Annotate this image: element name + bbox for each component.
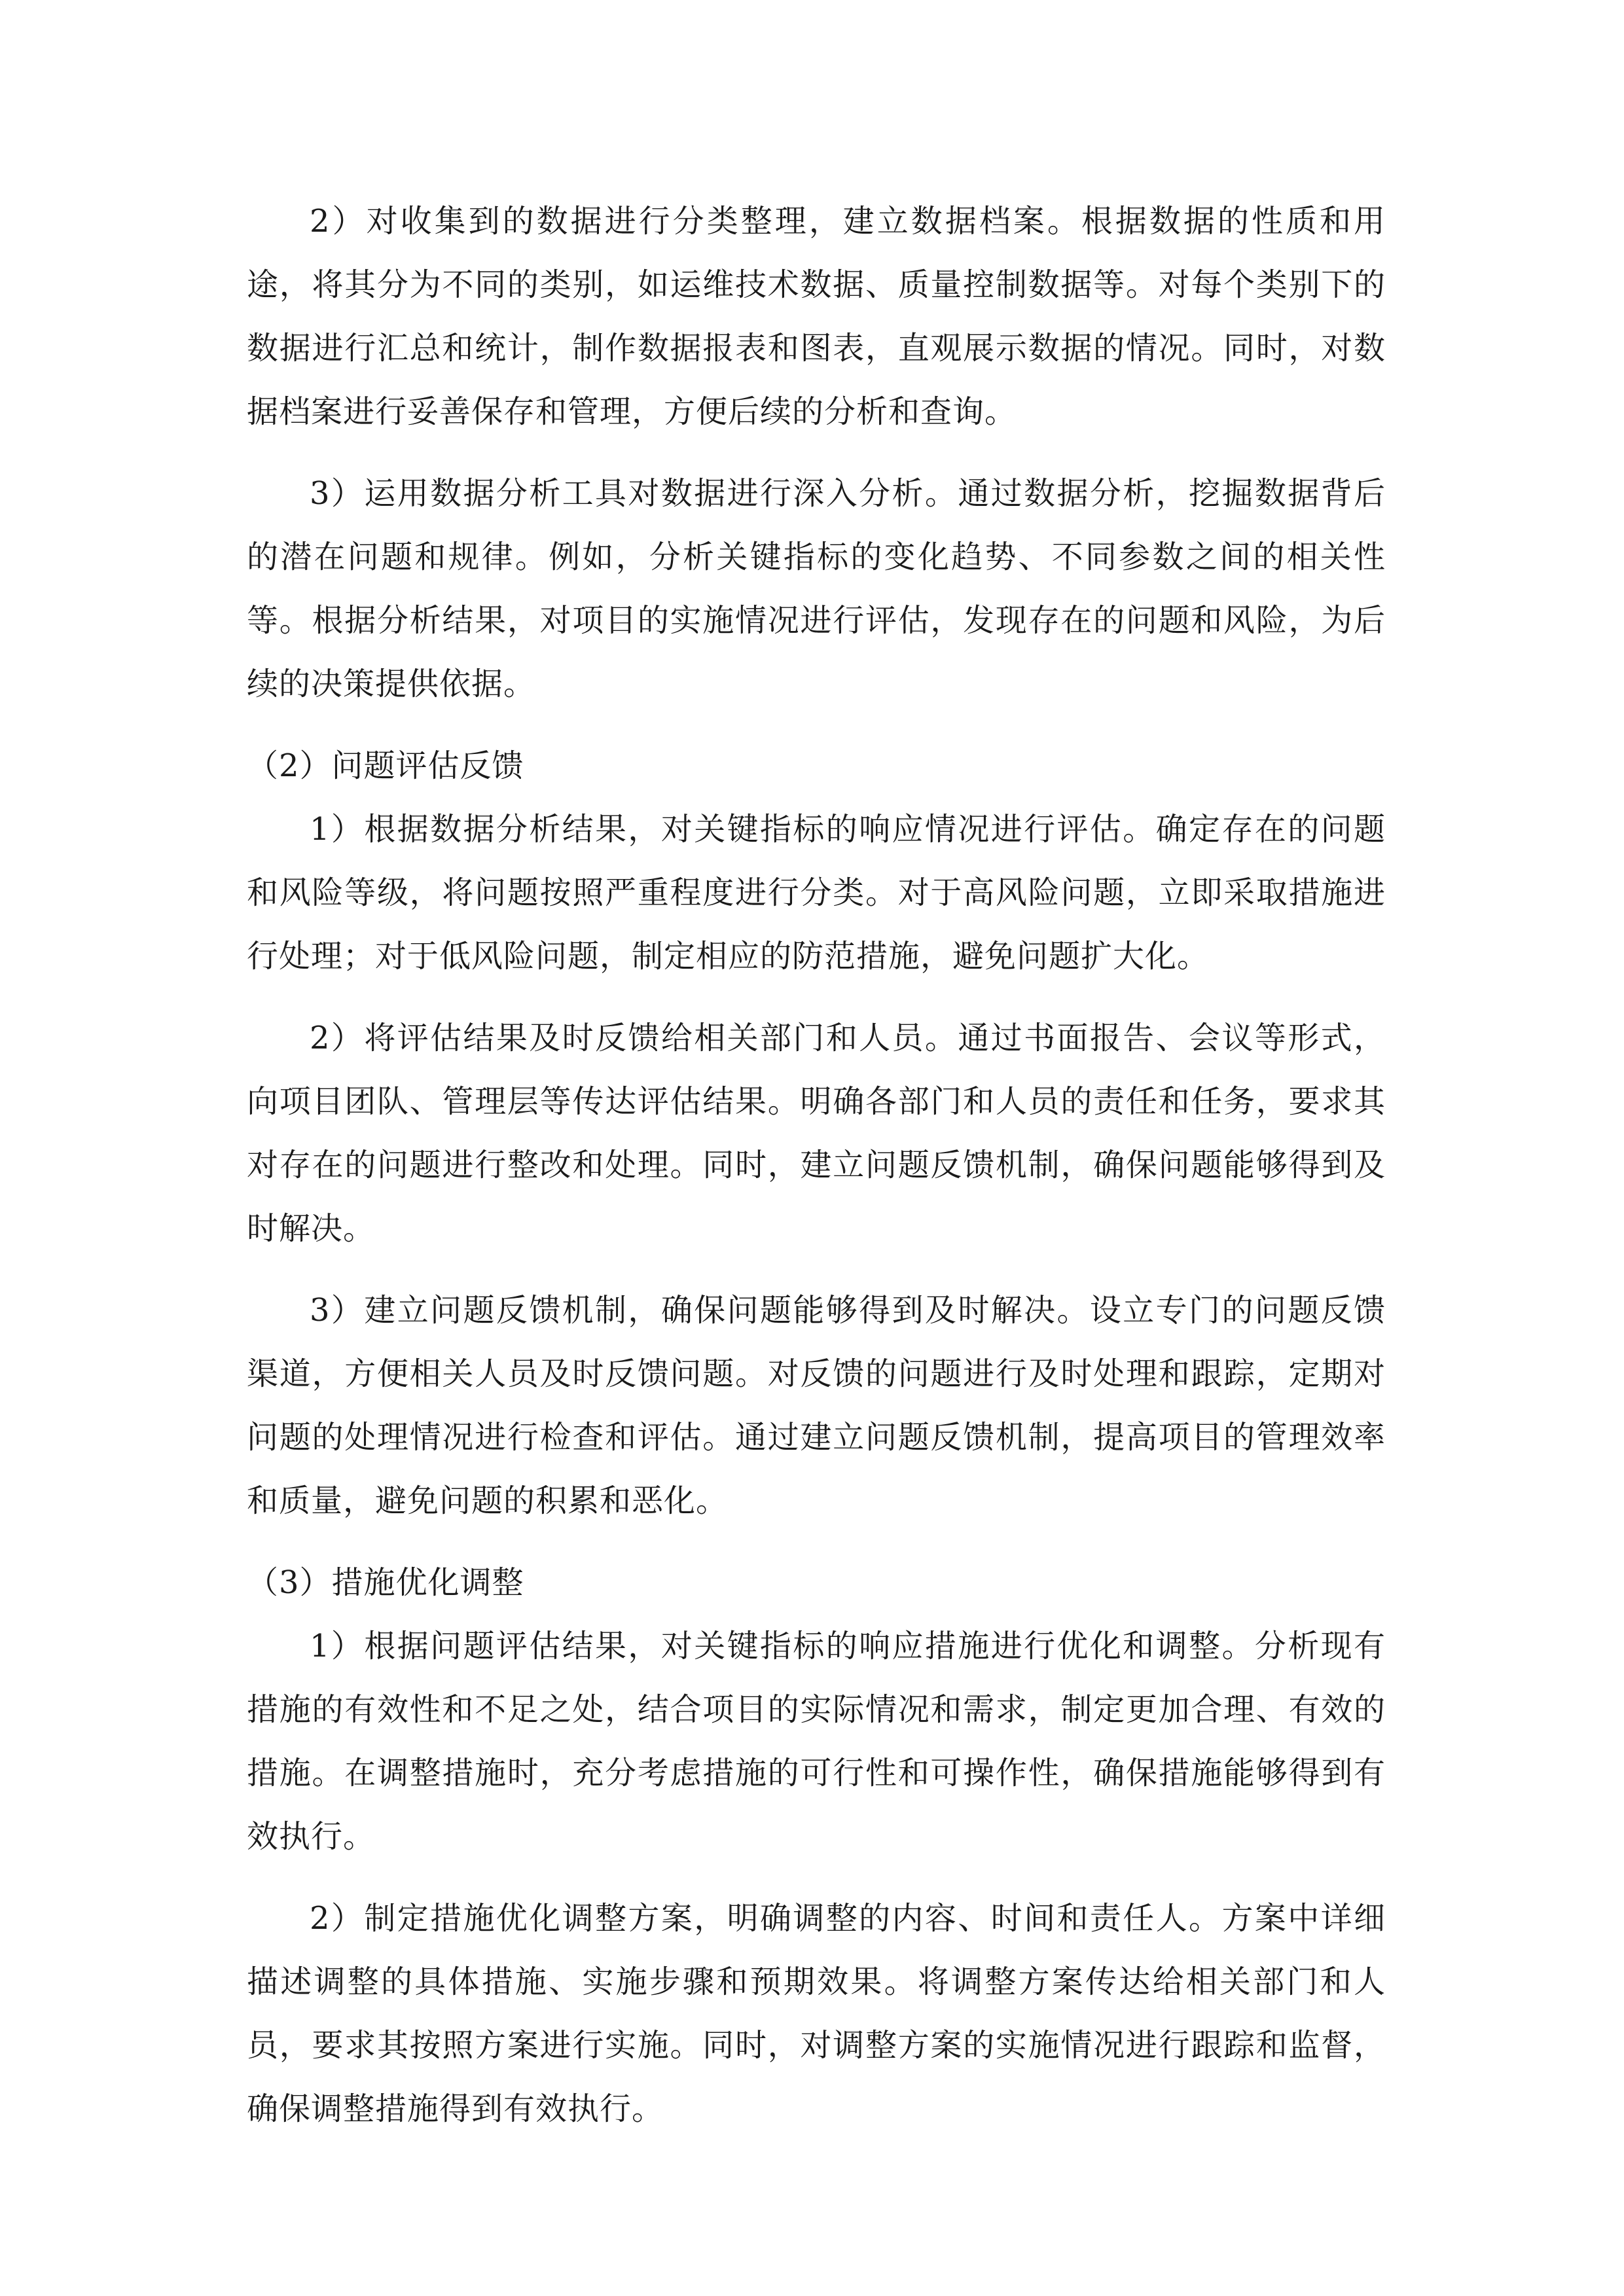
paragraph-adjustment-plan: 2）制定措施优化调整方案，明确调整的内容、时间和责任人。方案中详细描述调整的具体措施、实施步骤和预期效果。将调整方案传达给相关部门和人员，要求其按照方案进行实施。同时，对调整方案的实施情况进行跟踪和监督，确保调整措施得到有效执行。 [247,1900,1386,2127]
paragraph-feedback-results: 2）将评估结果及时反馈给相关部门和人员。通过书面报告、会议等形式，向项目团队、管理层等传达评估结果。明确各部门和人员的责任和任务，要求其对存在的问题进行整改和处理。同时，建立问题反馈机制，确保问题能够得到及时解决。 [247,1020,1386,1247]
section-heading-measure-optimization: （3）措施优化调整 [247,1564,524,1601]
paragraph-data-analysis: 3）运用数据分析工具对数据进行深入分析。通过数据分析，挖掘数据背后的潜在问题和规律。例如，分析关键指标的变化趋势、不同参数之间的相关性等。根据分析结果，对项目的实施情况进行评估，发现存在的问题和风险，为后续的决策提供依据。 [247,475,1386,702]
paragraph-measure-adjustment: 1）根据问题评估结果，对关键指标的响应措施进行优化和调整。分析现有措施的有效性和不足之处，结合项目的实际情况和需求，制定更加合理、有效的措施。在调整措施时，充分考虑措施的可行性和可操作性，确保措施能够得到有效执行。 [247,1628,1386,1855]
paragraph-feedback-mechanism: 3）建立问题反馈机制，确保问题能够得到及时解决。设立专门的问题反馈渠道，方便相关人员及时反馈问题。对反馈的问题进行及时处理和跟踪，定期对问题的处理情况进行检查和评估。通过建立问题反馈机制，提高项目的管理效率和质量，避免问题的积累和恶化。 [247,1292,1386,1519]
document-page [247,190,1386,2159]
section-heading-problem-evaluation: （2）问题评估反馈 [247,747,524,784]
paragraph-data-organization: 2）对收集到的数据进行分类整理，建立数据档案。根据数据的性质和用途，将其分为不同的类别，如运维技术数据、质量控制数据等。对每个类别下的数据进行汇总和统计，制作数据报表和图表，直观展示数据的情况。同时，对数据档案进行妥善保存和管理，方便后续的分析和查询。 [247,203,1386,430]
paragraph-risk-evaluation: 1）根据数据分析结果，对关键指标的响应情况进行评估。确定存在的问题和风险等级，将问题按照严重程度进行分类。对于高风险问题，立即采取措施进行处理；对于低风险问题，制定相应的防范措施，避免问题扩大化。 [247,811,1386,975]
